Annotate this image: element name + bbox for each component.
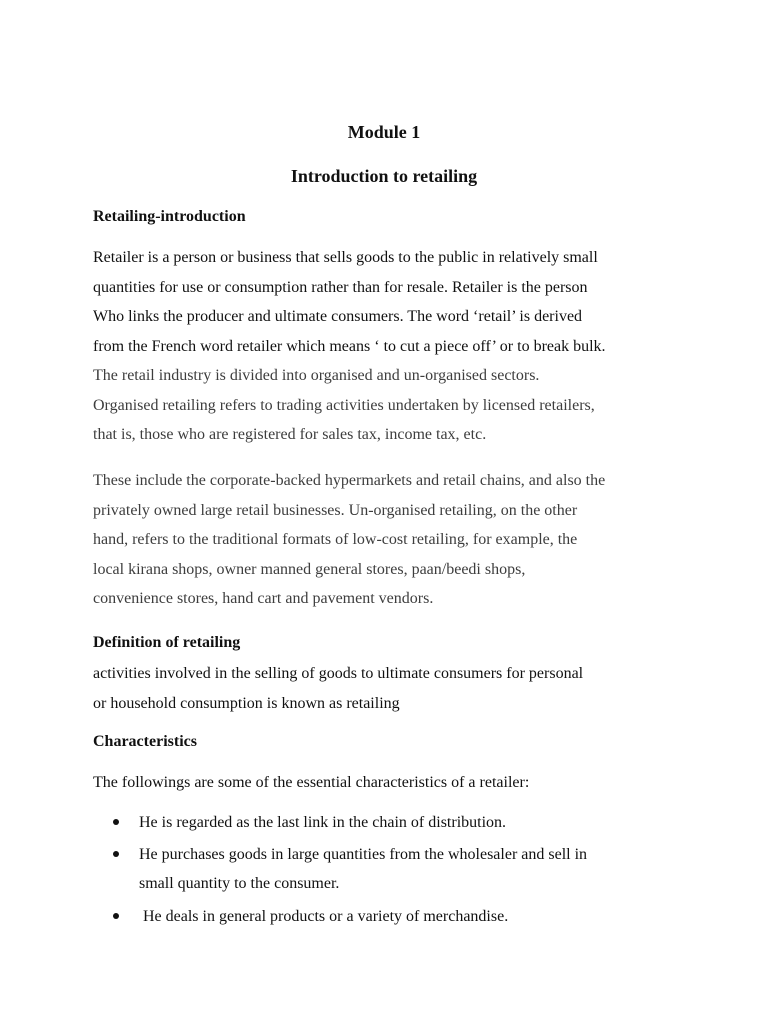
list-item xyxy=(93,808,693,838)
list-item-line: He deals in general products or a variety of merchandise. xyxy=(139,907,509,925)
paragraph-line: local kirana shops, owner manned general stores, paan/beedi shops, xyxy=(93,560,526,578)
paragraph-line: quantities for use or consumption rather than for resale. Retailer is the person xyxy=(93,278,588,296)
bullet-icon xyxy=(113,913,119,919)
paragraph-retailing-definition xyxy=(93,659,693,718)
paragraph-retail-sectors xyxy=(93,361,693,450)
paragraph-line: The followings are some of the essential characteristics of a retailer: xyxy=(93,774,530,791)
section-heading-definition: Definition of retailing xyxy=(93,634,241,651)
paragraph-line: privately owned large retail businesses. Un-organised retailing, on the other xyxy=(93,501,578,519)
paragraph-line: Retailer is a person or business that sells goods to the public in relatively small xyxy=(93,249,598,266)
list-item-line: small quantity to the consumer. xyxy=(139,875,340,893)
characteristics-list xyxy=(93,808,693,931)
list-item xyxy=(93,840,693,899)
paragraph-line: Who links the producer and ultimate consumers. The word ‘retail’ is derived xyxy=(93,308,583,326)
paragraph-line: hand, refers to the traditional formats of low-cost retailing, for example, the xyxy=(93,531,578,549)
paragraph-line: convenience stores, hand cart and pavement vendors. xyxy=(93,590,434,608)
paragraph-retail-formats xyxy=(93,466,693,614)
paragraph-line: Organised retailing refers to trading activities undertaken by licensed retailers, xyxy=(93,396,595,414)
section-heading-characteristics: Characteristics xyxy=(93,733,197,750)
chapter-title: Introduction to retailing xyxy=(290,166,478,186)
paragraph-line: The retail industry is divided into organised and un-organised sectors. xyxy=(93,367,540,384)
section-heading-retailing-introduction: Retailing-introduction xyxy=(93,208,246,225)
list-item-line: He purchases goods in large quantities from the wholesaler and sell in xyxy=(139,845,588,863)
bullet-icon xyxy=(113,851,119,857)
list-item-line: He is regarded as the last link in the chain of distribution. xyxy=(139,814,507,831)
paragraph-line: or household consumption is known as retailing xyxy=(93,694,400,712)
module-title: Module 1 xyxy=(347,122,421,142)
paragraph-line: from the French word retailer which means ‘ to cut a piece off’ or to break bulk. xyxy=(93,337,606,355)
characteristics-intro xyxy=(93,768,693,798)
paragraph-retailer-definition xyxy=(93,243,693,361)
paragraph-line: activities involved in the selling of goods to ultimate consumers for personal xyxy=(93,665,584,682)
list-item xyxy=(93,902,693,932)
paragraph-line: that is, those who are registered for sales tax, income tax, etc. xyxy=(93,426,487,444)
paragraph-line: These include the corporate-backed hypermarkets and retail chains, and also the xyxy=(93,472,606,489)
bullet-icon xyxy=(113,819,119,825)
